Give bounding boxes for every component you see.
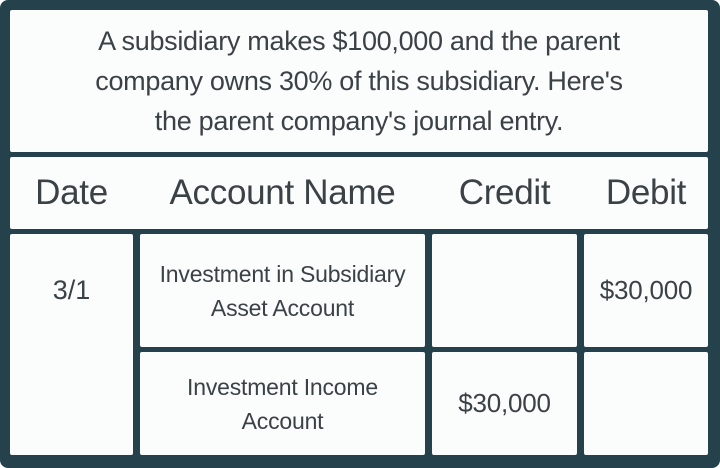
cell-debit-row1 — [584, 234, 708, 347]
account-row2-line2: Account — [241, 407, 324, 434]
intro-line-2: company owns 30% of this subsidiary. Here's — [95, 66, 623, 96]
column-header-date: Date — [35, 173, 108, 212]
account-row1-line1: Investment in Subsidiary — [159, 260, 406, 287]
column-header-account-name: Account Name — [169, 173, 396, 212]
cell-date — [10, 234, 133, 455]
table-body — [10, 234, 708, 455]
account-row1-line2: Asset Account — [210, 294, 355, 321]
credit-row2-value: $30,000 — [458, 388, 551, 418]
intro-line-3: the parent company's journal entry. — [154, 106, 564, 136]
cell-account-row2 — [140, 352, 425, 455]
cell-credit-row1 — [432, 234, 577, 347]
debit-row1-value: $30,000 — [599, 275, 693, 305]
column-header-debit: Debit — [605, 173, 687, 212]
table-header-row — [10, 157, 708, 229]
cell-debit-row2 — [584, 352, 708, 455]
intro-text — [10, 10, 708, 152]
account-row2-line1: Investment Income — [187, 373, 378, 400]
cell-account-row1 — [140, 234, 425, 347]
intro-line-1: A subsidiary makes $100,000 and the parent — [98, 26, 620, 56]
column-header-credit: Credit — [458, 173, 551, 212]
cell-credit-row2 — [432, 352, 577, 455]
date-value: 3/1 — [52, 275, 91, 305]
